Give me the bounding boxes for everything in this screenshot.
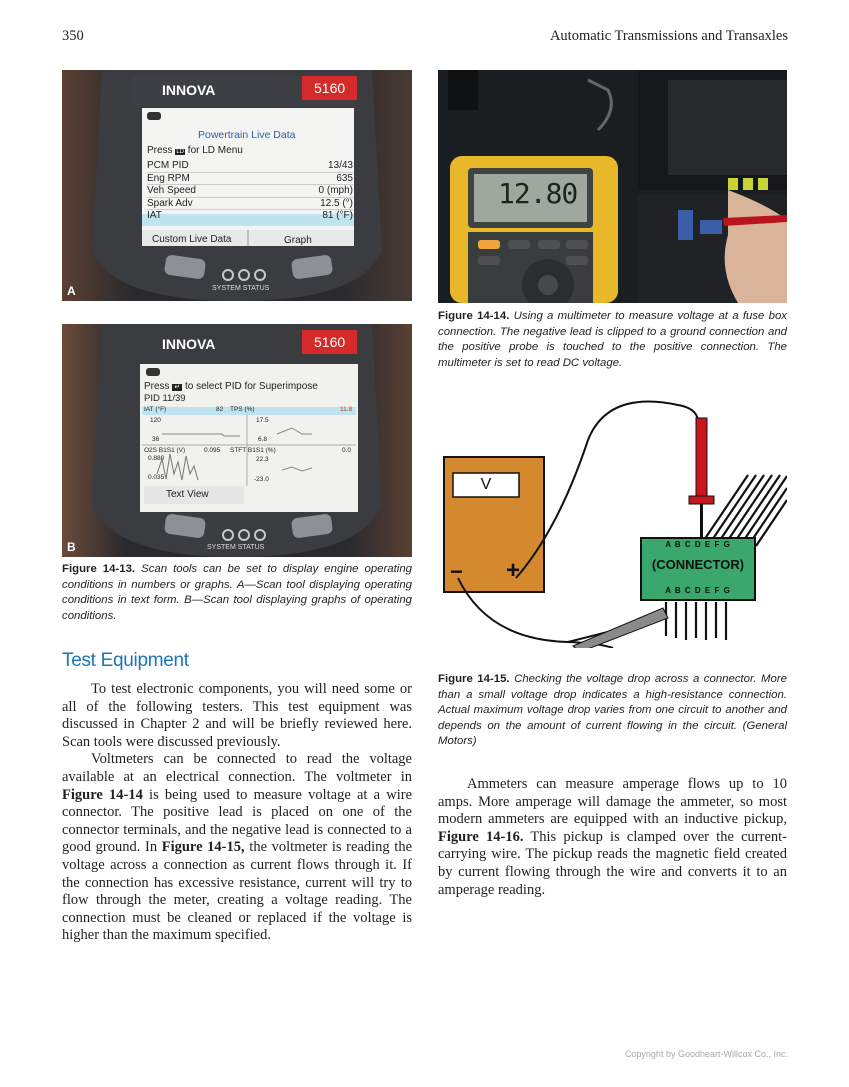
graph-2-right-top-tick: 22.3 xyxy=(256,456,269,463)
paragraph xyxy=(438,776,787,899)
figure-reference: Figure 14-14 xyxy=(62,786,143,803)
graph-2-right-bottom-tick: -23.0 xyxy=(254,476,269,483)
wire-bundle xyxy=(700,475,787,546)
paragraph xyxy=(62,751,412,945)
figure-reference: Figure 14-15, xyxy=(161,839,245,856)
list-item xyxy=(147,173,353,186)
paragraph: To test electronic components, you will need some or all of the following testers. This test equipment was discussed in Chapter 2 and will be briefly reviewed here. Scan tools were discussed previously. xyxy=(62,681,412,750)
connector-pins-bottom: A B C D E F G xyxy=(665,586,731,595)
graph-1-right-value: 11.8 xyxy=(340,406,353,413)
graph-1-bottom-tick: 36 xyxy=(152,436,160,443)
text-run: This pickup is clamped over the current-carrying wire. The pickup reads the magnetic field created by current flowing through the wire and converts it to an amperage reading. xyxy=(438,828,787,898)
row-label: Eng RPM xyxy=(147,172,190,184)
graph-1-left-label: IAT (°F) xyxy=(144,406,167,413)
figure-14-15-diagram xyxy=(438,380,787,648)
text-run: is being used to measure voltage at a wire connector. The positive lead is placed on one of the connector terminals, and the negative lead is connected to a good ground. In xyxy=(62,786,413,856)
scan-tool-graph-view-illustration xyxy=(62,324,412,557)
press-suffix: to select PID for Superimpose xyxy=(185,381,318,392)
press-text: Press xyxy=(147,145,173,156)
graph-1-right-bottom-tick: 6.8 xyxy=(258,436,268,443)
negative-probe xyxy=(573,608,668,648)
caption-label: Figure 14-13. xyxy=(62,563,136,575)
running-title: Automatic Transmissions and Transaxles xyxy=(549,28,788,44)
scan-tool-model: 5160 xyxy=(314,80,346,96)
caption-text: Checking the voltage drop across a connector. More than a small voltage drop indicates a high-resistance connection. Actual maximum voltage drop varies from one circuit to another and depends on the amount of current flowing in the circuit. (General Motors) xyxy=(438,673,787,748)
graph-2-right-label: STFT B1S1 (%) xyxy=(230,447,276,454)
multimeter-fuse-box-illustration xyxy=(438,70,787,303)
plus-terminal-label: + xyxy=(506,557,521,584)
list-item xyxy=(147,185,353,198)
scan-tool-brand: INNOVA xyxy=(162,336,216,352)
row-value: 0 (mph) xyxy=(318,185,353,197)
section-heading: Test Equipment xyxy=(62,650,189,671)
text-run: Ammeters can measure amperage flows up to 10 amps. More amperage will damage the ammeter, so most modern ammeters are equipped with an inductive pickup, xyxy=(438,776,787,828)
soft-key-right-label: Graph xyxy=(284,235,312,246)
ld-key-icon: LD xyxy=(176,149,185,155)
row-label: Veh Speed xyxy=(147,185,196,197)
enter-key-icon: ↵ xyxy=(174,384,181,391)
scan-tool-brand: INNOVA xyxy=(162,82,216,98)
panel-letter: B xyxy=(67,540,76,554)
press-line xyxy=(147,145,243,156)
minus-terminal-label: − xyxy=(450,559,463,584)
graph-1-left-value: 82 xyxy=(216,406,224,413)
graph-2-left-value: 0.095 xyxy=(204,447,221,454)
graph-2-left-label: O2S B1S1 (V) xyxy=(144,447,186,454)
row-value: 81 (°F) xyxy=(322,210,353,222)
page-number: 350 xyxy=(62,28,84,44)
soft-key-left-label: Custom Live Data xyxy=(152,234,232,245)
list-item xyxy=(147,210,353,222)
row-value: 12.5 (°) xyxy=(320,197,353,209)
row-value: 635 xyxy=(336,172,353,184)
caption-text: Scan tools can be set to display engine operating conditions in numbers or graphs. A—Scan tool displaying operating conditions in text form. B—Scan tool displaying graphs of operating conditions. xyxy=(62,563,412,622)
pid-counter: PID 11/39 xyxy=(144,393,186,404)
list-item xyxy=(147,198,353,211)
left-column-text xyxy=(62,681,412,945)
row-label: PCM PID xyxy=(147,160,189,171)
panel-letter: A xyxy=(67,284,76,298)
text-run: the voltmeter is reading the voltage across a connection as current flows through it. If the connection has excessive resistance, current will try to flow through the meter, creating a voltage reading. The connection must be cleaned or replaced if the voltage is higher than the maximum specified. xyxy=(62,839,413,944)
figure-14-13a-photo xyxy=(62,70,412,301)
graph-2-right-value: 0.0 xyxy=(342,447,352,454)
row-label: IAT xyxy=(147,210,162,222)
positive-probe xyxy=(696,418,707,500)
graph-2-top-tick: 0.880 xyxy=(148,455,165,462)
screen-line-1 xyxy=(144,381,318,392)
caption-text: Using a multimeter to measure voltage at a fuse box connection. The negative lead is clipped to a ground connection and the positive probe is touched to the positive connection. The multimeter is set to read DC voltage. xyxy=(438,310,787,369)
voltmeter-label: V xyxy=(480,476,492,493)
text-run: Voltmeters can be connected to read the voltage available at an electrical connection. The voltmeter in xyxy=(62,751,412,785)
multimeter-reading: 12.80 xyxy=(498,177,578,210)
figure-14-13-caption xyxy=(62,562,412,624)
right-column-text xyxy=(438,776,787,899)
copyright-notice: Copyright by Goodheart-Willcox Co., Inc. xyxy=(624,1049,788,1059)
screen-title: Powertrain Live Data xyxy=(198,129,296,141)
graph-1-top-tick: 120 xyxy=(150,417,161,424)
row-value: 13/43 xyxy=(327,160,353,171)
connector-label: (CONNECTOR) xyxy=(651,557,745,572)
voltage-drop-diagram xyxy=(438,380,787,648)
graph-1-right-top-tick: 17.5 xyxy=(256,417,269,424)
press-suffix: for LD Menu xyxy=(187,145,243,156)
graph-2-bottom-tick: 0.035 xyxy=(148,474,165,481)
bottom-pins xyxy=(666,602,726,640)
figure-reference: Figure 14-16. xyxy=(438,828,524,845)
press-text: Press xyxy=(144,381,170,392)
figure-14-14-photo xyxy=(438,70,787,303)
figure-14-15-caption xyxy=(438,672,787,750)
system-status-label: SYSTEM STATUS xyxy=(212,285,270,292)
list-item xyxy=(147,160,353,173)
graph-1-right-label: TPS (%) xyxy=(230,406,255,413)
soft-key-left-label: Text View xyxy=(166,489,209,500)
live-data-list xyxy=(147,160,353,222)
system-status-label: SYSTEM STATUS xyxy=(207,544,265,551)
scan-tool-model: 5160 xyxy=(314,334,346,350)
caption-label: Figure 14-15. xyxy=(438,673,510,685)
connector-pins-top: A B C D E F G xyxy=(665,540,731,549)
figure-14-13b-photo xyxy=(62,324,412,557)
row-label: Spark Adv xyxy=(147,197,193,209)
caption-label: Figure 14-14. xyxy=(438,310,510,322)
figure-14-14-caption xyxy=(438,309,787,371)
